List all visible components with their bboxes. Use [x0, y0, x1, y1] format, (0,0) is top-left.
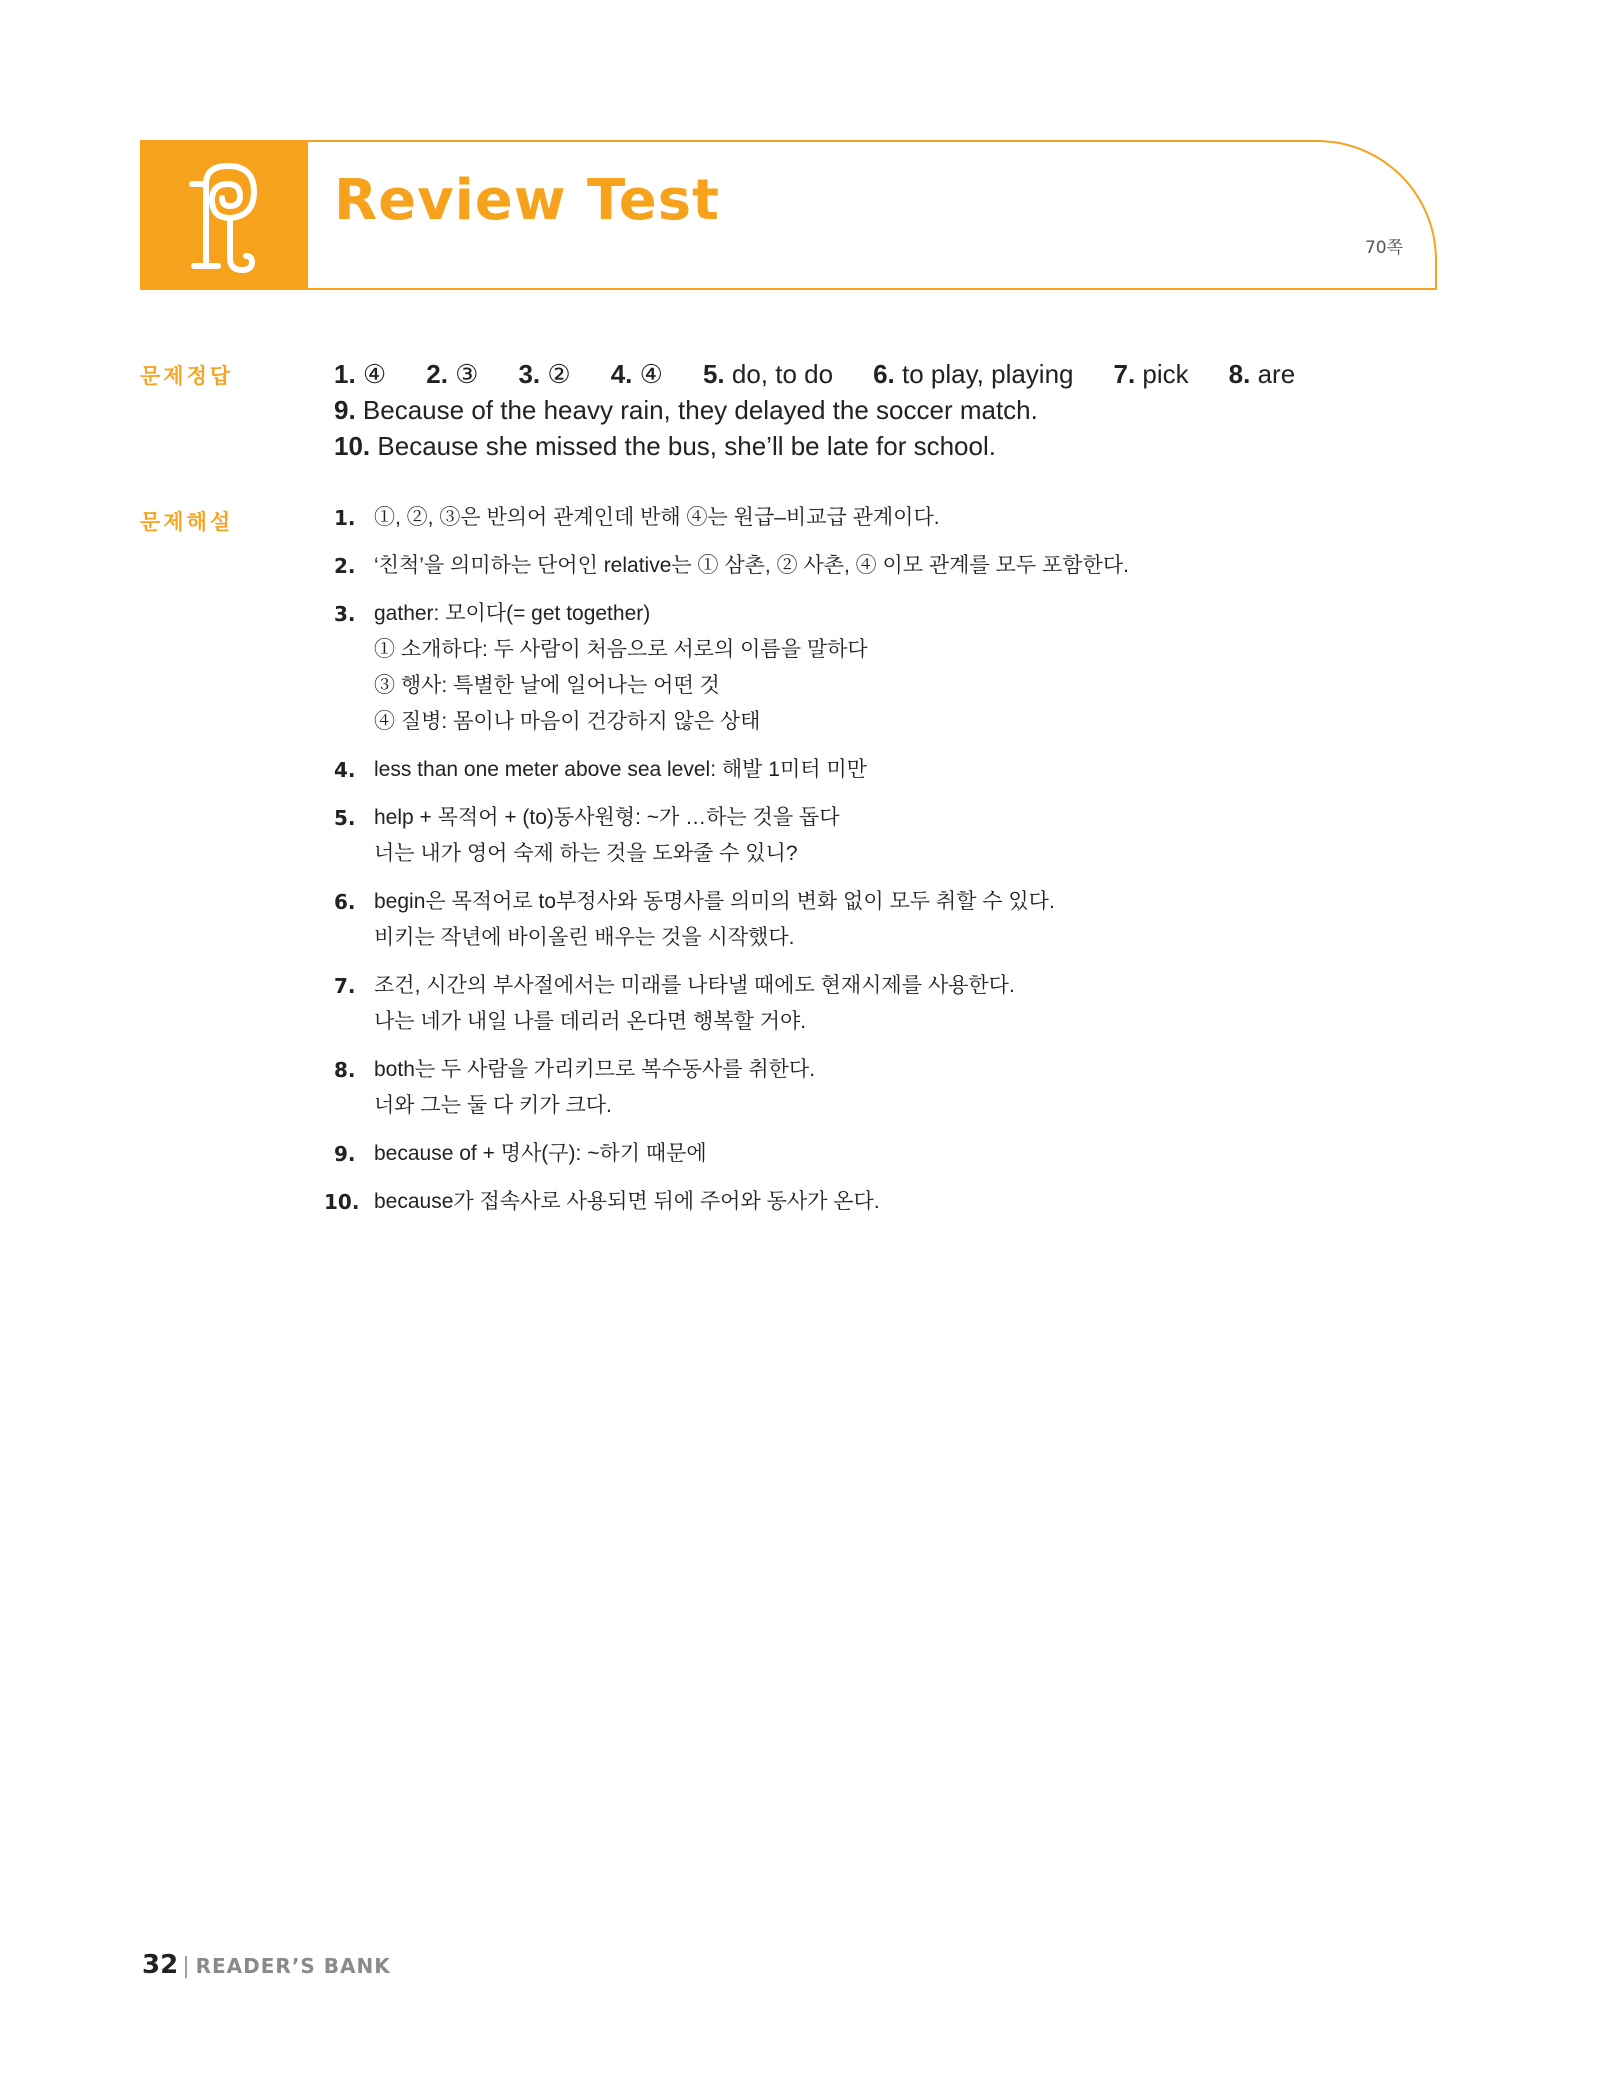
answer-number: 5.	[702, 359, 725, 389]
answer-item	[426, 356, 478, 392]
explanation-line: 비키는 작년에 바이올린 배우는 것을 시작했다.	[374, 926, 795, 949]
answer-number: 8.	[1228, 359, 1251, 389]
answer-item	[703, 356, 833, 392]
item-number: 2.	[334, 554, 356, 578]
answer-item	[334, 356, 386, 392]
explanation-item	[322, 1136, 1322, 1172]
explanation-item	[322, 800, 1322, 872]
explanation-line: ③ 행사: 특별한 날에 일어나는 어떤 것	[374, 674, 720, 697]
spiral-r-logo-icon	[176, 154, 272, 278]
answer-number: 4.	[610, 359, 633, 389]
answers-section-label: 문제정답	[140, 364, 234, 388]
answer-line-10	[334, 428, 1335, 464]
answer-number: 2.	[426, 359, 448, 389]
explanation-list	[322, 500, 1322, 1232]
explanation-line: less than one meter above sea level: 해발 1미터 미만	[374, 758, 867, 781]
footer-separator: |	[182, 1954, 190, 1979]
answers-block	[334, 356, 1335, 464]
answer-number: 3.	[518, 359, 541, 389]
page-reference: 70쪽	[1364, 238, 1403, 258]
page-number: 32	[142, 1950, 179, 1980]
explanation-item	[322, 752, 1322, 788]
explanation-line: gather: 모이다(= get together)	[374, 602, 651, 625]
answer-number: 10.	[334, 431, 371, 461]
item-number: 10.	[324, 1190, 360, 1214]
item-number: 6.	[334, 890, 356, 914]
item-number: 9.	[334, 1142, 356, 1166]
answer-item	[1114, 356, 1189, 392]
page-title: Review Test	[334, 168, 720, 233]
book-title: READER’S BANK	[195, 1954, 391, 1978]
answer-item	[1229, 356, 1296, 392]
answer-text: ④	[639, 359, 663, 389]
explanation-item	[322, 968, 1322, 1040]
answer-text: ③	[455, 359, 479, 389]
explanation-item	[322, 884, 1322, 956]
explanation-line: 너는 내가 영어 숙제 하는 것을 도와줄 수 있니?	[374, 842, 798, 865]
review-test-header	[140, 140, 1437, 290]
explanation-section-label: 문제해설	[140, 510, 234, 534]
explanation-line: ①, ②, ③은 반의어 관계인데 반해 ④는 원급–비교급 관계이다.	[374, 506, 940, 529]
answer-item	[611, 356, 663, 392]
answer-number: 7.	[1113, 359, 1136, 389]
answer-text: do, to do	[731, 359, 834, 389]
explanation-line: help + 목적어 + (to)동사원형: ~가 …하는 것을 돕다	[374, 806, 840, 829]
answer-text: pick	[1142, 359, 1189, 389]
explanation-line: because가 접속사로 사용되면 뒤에 주어와 동사가 온다.	[374, 1190, 880, 1213]
answer-text: ④	[362, 359, 387, 389]
answer-number: 6.	[873, 359, 895, 389]
explanation-line: ‘친척’을 의미하는 단어인 relative는 ① 삼촌, ② 사촌, ④ 이모 관계를 모두 포함한다.	[374, 554, 1129, 577]
explanation-line: 나는 네가 내일 나를 데리러 온다면 행복할 거야.	[374, 1010, 807, 1033]
answer-text: to play, playing	[901, 359, 1074, 389]
explanation-item	[322, 500, 1322, 536]
answer-number: 1.	[334, 359, 356, 389]
page-footer	[142, 1950, 391, 1980]
explanation-line: begin은 목적어로 to부정사와 동명사를 의미의 변화 없이 모두 취할 수 있다.	[374, 890, 1055, 913]
answers-row	[334, 356, 1335, 392]
explanation-line: 너와 그는 둘 다 키가 크다.	[374, 1094, 612, 1117]
explanation-item	[322, 1052, 1322, 1124]
answer-text: ②	[547, 359, 571, 389]
answer-text: are	[1257, 359, 1296, 389]
answer-item	[518, 356, 570, 392]
explanation-line: ① 소개하다: 두 사람이 처음으로 서로의 이름을 말하다	[374, 638, 868, 661]
explanation-item	[322, 548, 1322, 584]
explanation-item	[322, 1184, 1322, 1220]
item-number: 1.	[334, 506, 356, 530]
explanation-line: 조건, 시간의 부사절에서는 미래를 나타낼 때에도 현재시제를 사용한다.	[374, 974, 1015, 997]
explanation-line: ④ 질병: 몸이나 마음이 건강하지 않은 상태	[374, 710, 761, 733]
answer-text: Because of the heavy rain, they delayed the soccer match.	[362, 395, 1038, 425]
item-number: 4.	[334, 758, 356, 782]
logo-box	[140, 140, 308, 290]
item-number: 7.	[334, 974, 356, 998]
explanation-item	[322, 596, 1322, 740]
answer-text: Because she missed the bus, she’ll be late for school.	[377, 431, 996, 461]
item-number: 3.	[334, 602, 356, 626]
item-number: 8.	[334, 1058, 356, 1082]
answer-line-9	[334, 392, 1335, 428]
item-number: 5.	[334, 806, 356, 830]
answer-number: 9.	[334, 395, 356, 425]
explanation-line: both는 두 사람을 가리키므로 복수동사를 취한다.	[374, 1058, 816, 1081]
explanation-line: because of + 명사(구): ~하기 때문에	[374, 1142, 707, 1165]
answer-item	[873, 356, 1073, 392]
